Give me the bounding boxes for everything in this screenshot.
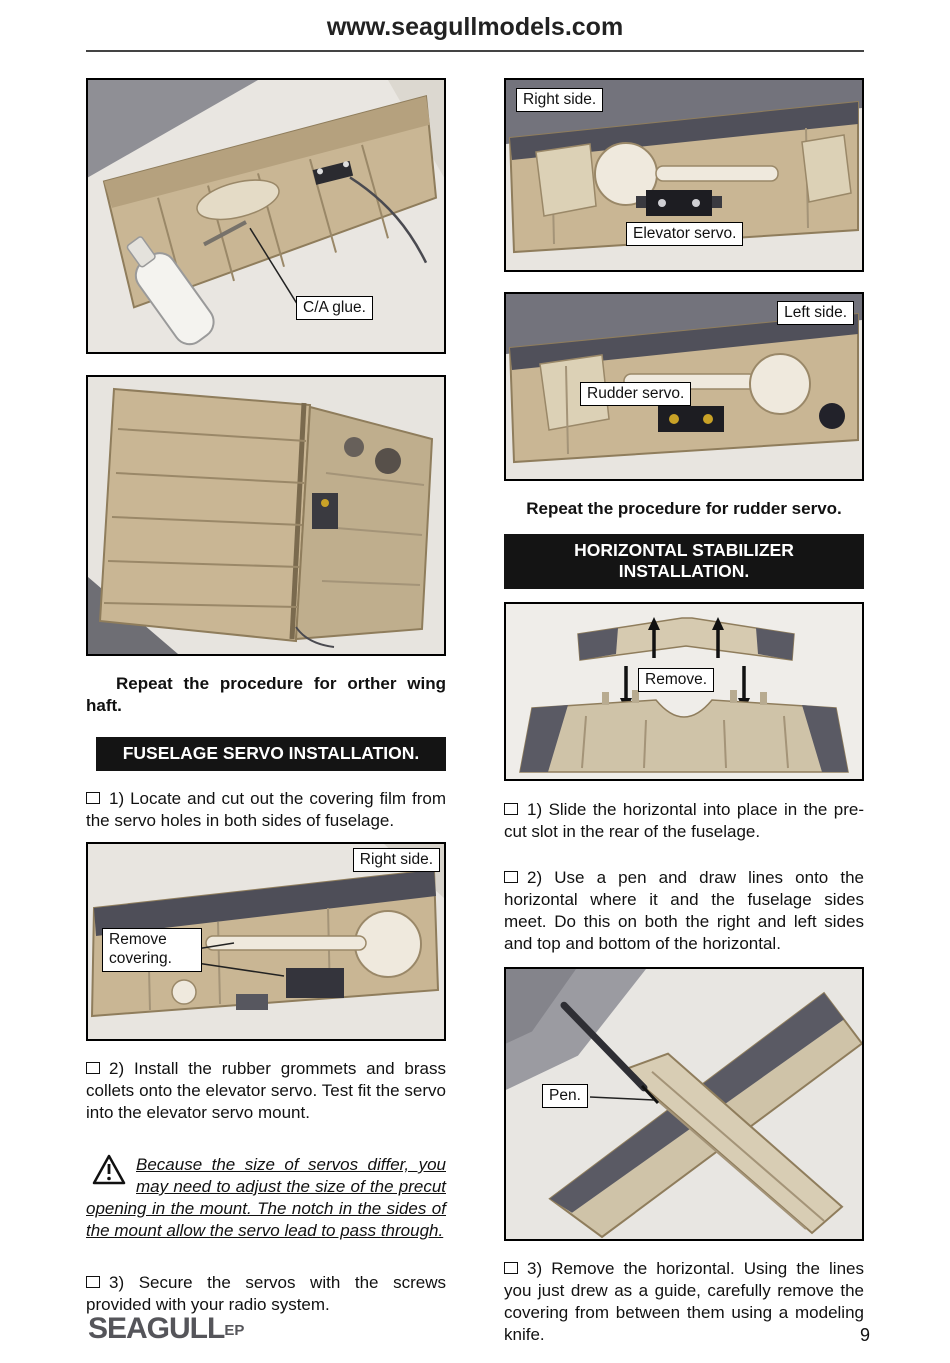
step-text: 1) Locate and cut out the covering film from the servo holes in both sides of fuselage. — [86, 789, 446, 830]
checkbox-icon — [504, 871, 518, 883]
figure-wing-joined — [86, 375, 446, 656]
figure-rudder-servo — [504, 292, 864, 481]
label-left-side: Left side. — [777, 301, 854, 325]
checkbox-icon — [86, 1062, 100, 1074]
header-divider — [86, 50, 864, 52]
step-text: 2) Use a pen and draw lines onto the horizontal where it and the fuselage sides meet. Do this on both the right and left sides and top and bottom of the horizontal. — [504, 868, 864, 953]
checkbox-icon — [86, 792, 100, 804]
content-columns — [86, 78, 864, 1363]
wing-caption: Repeat the procedure for orther wing haft. — [86, 674, 446, 715]
step-text: 3) Remove the horizontal. Using the lines you just drew as a guide, carefully remove the covering from between them using a modeling knife. — [504, 1259, 864, 1344]
warning-note — [86, 1154, 446, 1242]
site-url: www.seagullmodels.com — [326, 13, 624, 41]
logo-text: SEAGULL — [88, 1312, 225, 1345]
warning-text: Because the size of servos differ, you may need to adjust the size of the precut opening in the mount. The notch in the sides of the mount allow the servo lead to pass through. — [86, 1155, 446, 1240]
figure-wing-gluing — [86, 78, 446, 354]
step-text: 3) Secure the servos with the screws provided with your radio system. — [86, 1273, 446, 1314]
figure-stab-remove — [504, 602, 864, 781]
step-text: 2) Install the rubber grommets and brass collets onto the elevator servo. Test fit the servo into the elevator servo mount. — [86, 1059, 446, 1122]
right-column — [504, 78, 864, 1363]
figure-fuselage-right-side — [86, 842, 446, 1041]
label-rudder-servo: Rudder servo. — [580, 382, 691, 406]
page-number: 9 — [859, 1325, 870, 1345]
step-1-left — [86, 788, 446, 832]
label-ca-glue: C/A glue. — [296, 296, 373, 320]
label-right-side: Right side. — [353, 848, 440, 872]
rudder-caption: Repeat the procedure for rudder servo. — [526, 499, 842, 518]
page-footer — [88, 1312, 870, 1346]
page-header — [0, 0, 950, 52]
section-banner-fuselage: FUSELAGE SERVO INSTALLATION. — [96, 737, 446, 771]
step-text: 1) Slide the horizontal into place in the pre-cut slot in the rear of the fuselage. — [504, 800, 864, 841]
wing-joined-photo — [88, 377, 444, 654]
checkbox-icon — [504, 1262, 518, 1274]
step-2-right — [504, 867, 864, 955]
step-3-left — [86, 1272, 446, 1316]
figure-elevator-servo — [504, 78, 864, 272]
step-1-right — [504, 799, 864, 843]
warning-icon — [92, 1154, 126, 1186]
figure-pen-marking — [504, 967, 864, 1241]
label-pen: Pen. — [542, 1084, 588, 1108]
wing-gluing-photo — [88, 80, 444, 352]
label-remove-covering: Remove covering. — [102, 928, 202, 972]
label-elevator-servo: Elevator servo. — [626, 222, 743, 246]
checkbox-icon — [86, 1276, 100, 1288]
left-column — [86, 78, 446, 1363]
label-remove: Remove. — [638, 668, 714, 692]
label-right-side: Right side. — [516, 88, 603, 112]
section-banner-horizontal: HORIZONTAL STABILIZER INSTALLATION. — [504, 534, 864, 589]
seagull-logo — [88, 1312, 244, 1346]
logo-suffix: EP — [224, 1322, 245, 1339]
step-2-left — [86, 1058, 446, 1124]
checkbox-icon — [504, 803, 518, 815]
